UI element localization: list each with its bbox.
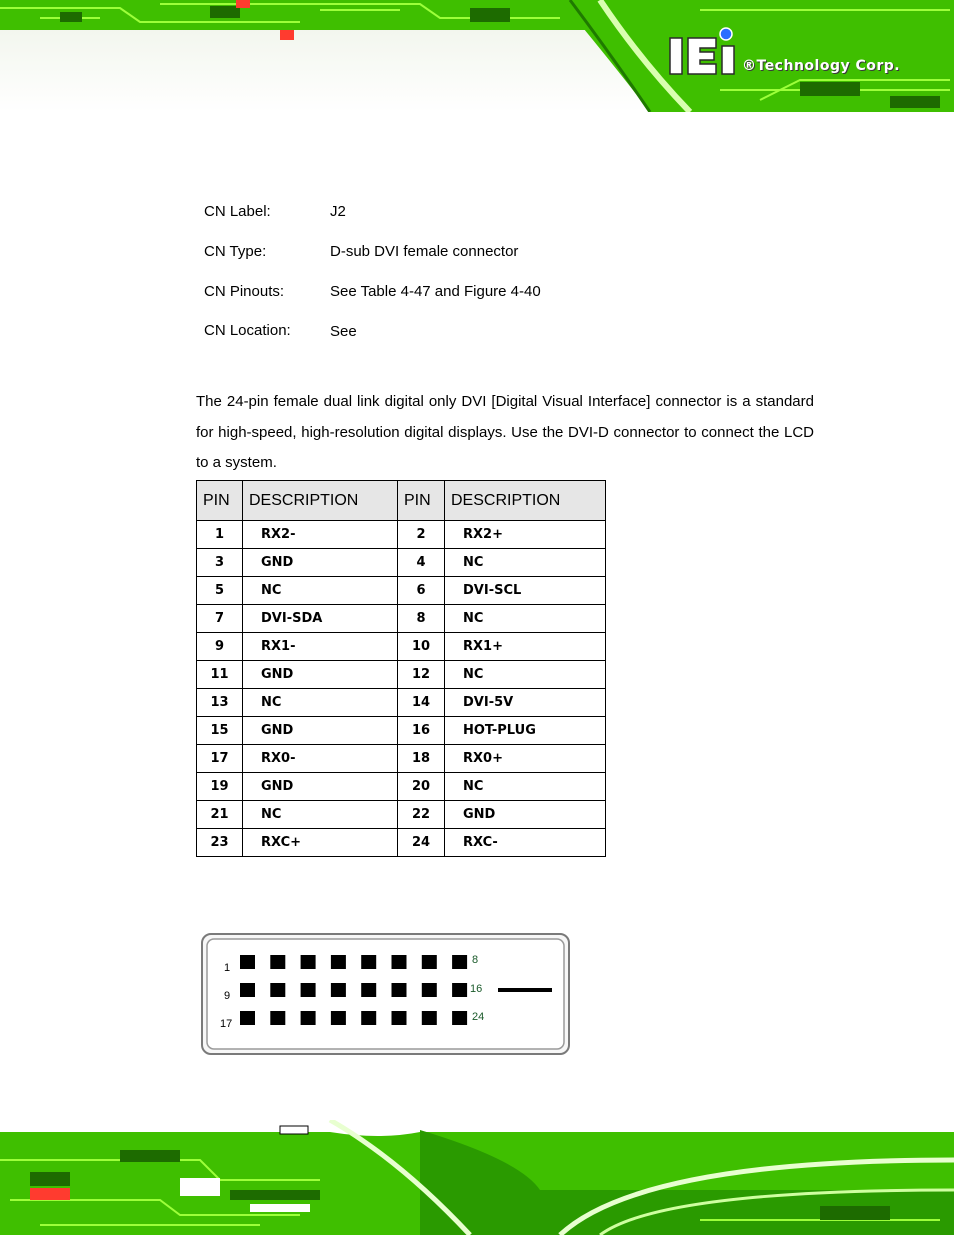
pin-number-cell: 10 — [398, 633, 445, 661]
pin-description-cell: NC — [445, 773, 606, 801]
pin-label-1: 1 — [224, 962, 231, 974]
pin-number-cell: 12 — [398, 661, 445, 689]
spec-key: CN Pinouts: — [204, 283, 285, 300]
pin-description-cell: HOT-PLUG — [445, 717, 606, 745]
pin-label-8: 8 — [472, 954, 479, 966]
pin-description-cell: NC — [243, 801, 398, 829]
pin-number-cell: 16 — [398, 717, 445, 745]
pin-description-cell: DVI-SCL — [445, 577, 606, 605]
column-header: PIN — [398, 481, 445, 521]
connector-pin — [270, 1011, 285, 1025]
connector-pin — [361, 983, 376, 997]
pin-description-cell: RX2- — [243, 521, 398, 549]
connector-pin — [392, 1011, 407, 1025]
pin-description-cell: RX2+ — [445, 521, 606, 549]
pin-description-cell: RX1- — [243, 633, 398, 661]
pin-label-16: 16 — [470, 983, 483, 995]
pin-number-cell: 9 — [197, 633, 243, 661]
connector-pin — [422, 1011, 437, 1025]
table-header-row — [197, 481, 606, 521]
connector-pin — [422, 955, 437, 969]
pin-number-cell: 14 — [398, 689, 445, 717]
spec-value: J2 — [330, 203, 346, 220]
pin-number-cell: 17 — [197, 745, 243, 773]
pin-description-cell: DVI-SDA — [243, 605, 398, 633]
pcb-footer-graphic — [0, 1120, 954, 1235]
pin-label-24: 24 — [472, 1011, 485, 1023]
connector-pin — [452, 955, 467, 969]
connector-pin — [361, 955, 376, 969]
column-header: DESCRIPTION — [445, 481, 606, 521]
ground-blade — [498, 988, 552, 992]
pin-table — [196, 480, 606, 857]
pin-description-cell: RX0+ — [445, 745, 606, 773]
pin-number-cell: 3 — [197, 549, 243, 577]
pin-description-cell: GND — [243, 717, 398, 745]
connector-pin — [301, 1011, 316, 1025]
dvi-connector-figure — [200, 930, 572, 1058]
pin-number-cell: 20 — [398, 773, 445, 801]
table-row — [197, 633, 606, 661]
pin-number-cell: 24 — [398, 829, 445, 857]
pin-description-cell: NC — [243, 577, 398, 605]
spec-key: CN Type: — [204, 243, 267, 260]
pin-description-cell: NC — [445, 605, 606, 633]
table-row — [197, 717, 606, 745]
pin-label-9: 9 — [224, 990, 231, 1002]
connector-pin — [331, 1011, 346, 1025]
connector-pin — [240, 1011, 255, 1025]
pin-description-cell: GND — [445, 801, 606, 829]
table-row — [197, 661, 606, 689]
pin-description-cell: NC — [445, 661, 606, 689]
pin-description-cell: RXC+ — [243, 829, 398, 857]
pin-description-cell: RXC- — [445, 829, 606, 857]
pin-number-cell: 5 — [197, 577, 243, 605]
pin-description-cell: GND — [243, 549, 398, 577]
pin-number-cell: 19 — [197, 773, 243, 801]
connector-pin — [301, 955, 316, 969]
pin-label-17: 17 — [220, 1018, 233, 1030]
pin-table-body — [197, 521, 606, 857]
spec-key: CN Label: — [204, 203, 271, 220]
spec-key: CN Location: — [204, 322, 291, 339]
page-header — [0, 0, 954, 112]
company-logo-text: ®Technology Corp. — [742, 58, 901, 74]
pin-description-cell: GND — [243, 661, 398, 689]
pin-description-cell: NC — [243, 689, 398, 717]
connector-pin — [240, 983, 255, 997]
table-row — [197, 745, 606, 773]
column-header: DESCRIPTION — [243, 481, 398, 521]
pin-description-cell: DVI-5V — [445, 689, 606, 717]
connector-pin — [331, 983, 346, 997]
table-row — [197, 689, 606, 717]
table-row — [197, 549, 606, 577]
connector-pin — [361, 1011, 376, 1025]
table-row — [197, 801, 606, 829]
pin-number-cell: 23 — [197, 829, 243, 857]
column-header: PIN — [197, 481, 243, 521]
pin-number-cell: 2 — [398, 521, 445, 549]
description-paragraph: The 24-pin female dual link digital only DVI [Digital Visual Interface] connector is a standard for high-speed, high-resolution digital displays. Use the DVI-D connector to connect the LCD to a system. — [196, 393, 814, 471]
pin-number-cell: 6 — [398, 577, 445, 605]
connector-pin — [270, 983, 285, 997]
connector-pin — [422, 983, 437, 997]
pin-description-cell: GND — [243, 773, 398, 801]
connector-pin — [331, 955, 346, 969]
pin-description-cell: RX1+ — [445, 633, 606, 661]
spec-value: D-sub DVI female connector — [330, 243, 519, 260]
pin-number-cell: 4 — [398, 549, 445, 577]
pin-number-cell: 21 — [197, 801, 243, 829]
pin-number-cell: 11 — [197, 661, 243, 689]
pin-number-cell: 1 — [197, 521, 243, 549]
pin-number-cell: 18 — [398, 745, 445, 773]
connector-pin — [392, 955, 407, 969]
connector-pin — [452, 983, 467, 997]
pin-number-cell: 13 — [197, 689, 243, 717]
table-row — [197, 521, 606, 549]
pin-number-cell: 22 — [398, 801, 445, 829]
connector-pin — [452, 1011, 467, 1025]
spec-value: See Table 4-47 and Figure 4-40 — [330, 283, 541, 300]
pin-number-cell: 15 — [197, 717, 243, 745]
connector-pin — [301, 983, 316, 997]
pin-description-cell: NC — [445, 549, 606, 577]
table-row — [197, 605, 606, 633]
table-row — [197, 829, 606, 857]
spec-value: See — [330, 323, 357, 340]
pin-description-cell: RX0- — [243, 745, 398, 773]
connector-pin — [270, 955, 285, 969]
table-row — [197, 773, 606, 801]
pin-number-cell: 8 — [398, 605, 445, 633]
connector-pin — [240, 955, 255, 969]
table-row — [197, 577, 606, 605]
page-footer — [0, 1120, 954, 1235]
pin-number-cell: 7 — [197, 605, 243, 633]
connector-pin — [392, 983, 407, 997]
